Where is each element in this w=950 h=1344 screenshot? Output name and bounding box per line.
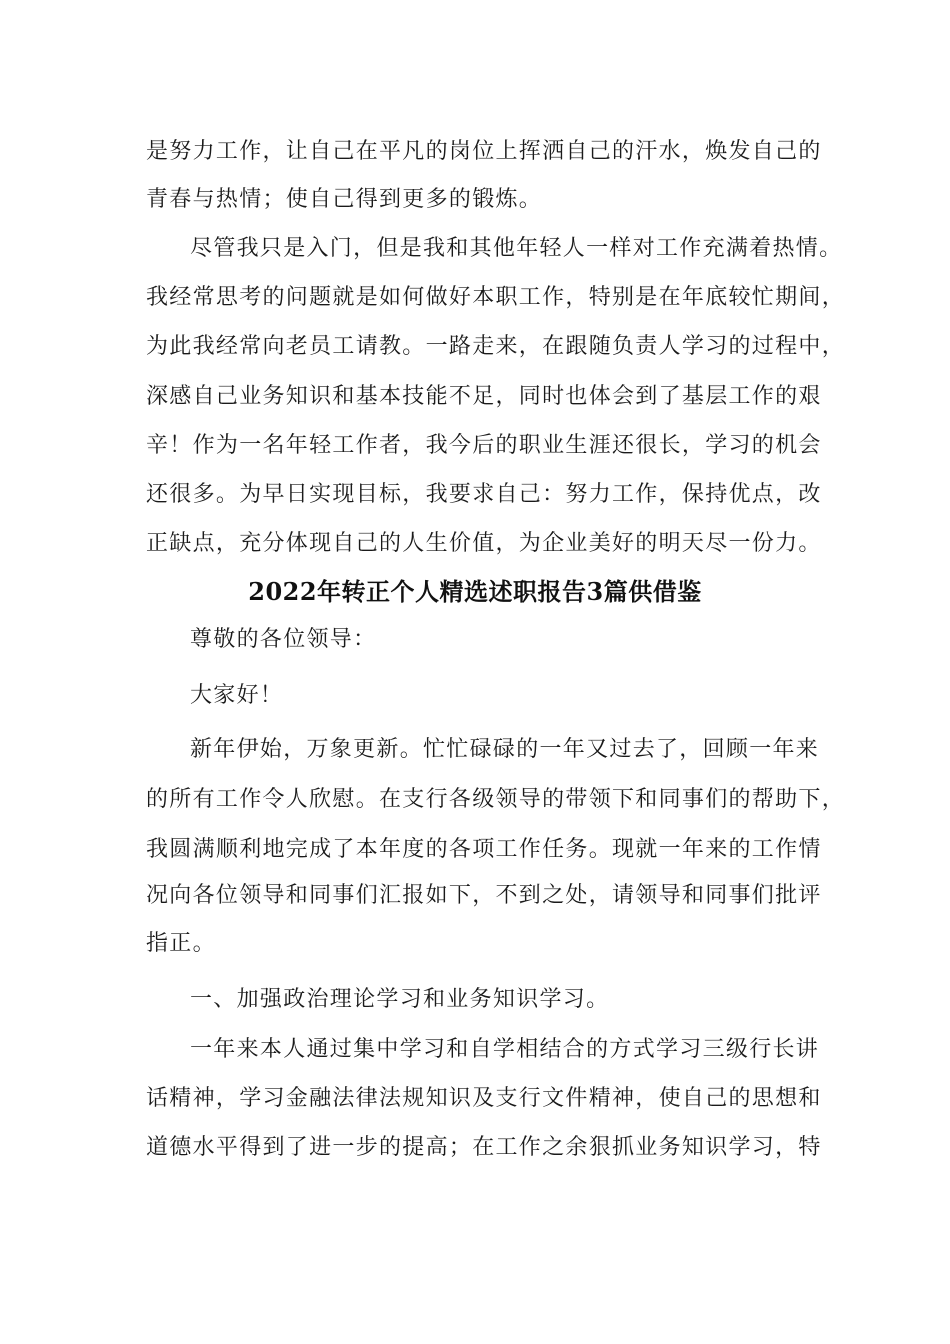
paragraph-start: 尽管我只是入门，但是我和其他年轻人一样对工作充满着热情。 (190, 236, 843, 261)
text-line: 正缺点，充分体现自己的人生价值，为企业美好的明天尽一份力。 (146, 531, 822, 556)
text-line: 青春与热情；使自己得到更多的锻炼。 (146, 187, 543, 212)
paragraph-start: 新年伊始，万象更新。忙忙碌碌的一年又过去了，回顾一年来 (190, 737, 820, 762)
text-line: 我经常思考的问题就是如何做好本职工作，特别是在年底较忙期间， (146, 285, 846, 310)
salutation: 尊敬的各位领导： (190, 627, 377, 652)
greeting: 大家好！ (190, 683, 284, 708)
text-line: 况向各位领导和同事们汇报如下，不到之处，请领导和同事们批评 (146, 883, 822, 908)
text-line: 是努力工作，让自己在平凡的岗位上挥洒自己的汗水，焕发自己的 (146, 139, 822, 164)
text-line: 话精神，学习金融法律法规知识及支行文件精神，使自己的思想和 (146, 1086, 822, 1111)
text-line: 还很多。为早日实现目标，我要求自己：努力工作，保持优点，改 (146, 482, 822, 507)
text-line: 指正。 (146, 931, 216, 956)
text-line: 辛！作为一名年轻工作者，我今后的职业生涯还很长，学习的机会 (146, 433, 822, 458)
section-heading: 一、加强政治理论学习和业务知识学习。 (190, 987, 610, 1012)
text-line: 深感自己业务知识和基本技能不足，同时也体会到了基层工作的艰 (146, 384, 822, 409)
text-line: 的所有工作令人欣慰。在支行各级领导的带领下和同事们的帮助下， (146, 787, 846, 812)
section-title: 2022年转正个人精选述职报告3篇供借鉴 (248, 577, 702, 606)
text-line: 我圆满顺利地完成了本年度的各项工作任务。现就一年来的工作情 (146, 837, 822, 862)
text-line: 为此我经常向老员工请教。一路走来，在跟随负责人学习的过程中， (146, 334, 846, 359)
text-line: 道德水平得到了进一步的提高；在工作之余狠抓业务知识学习，特 (146, 1135, 822, 1160)
paragraph-start: 一年来本人通过集中学习和自学相结合的方式学习三级行长讲 (190, 1037, 820, 1062)
